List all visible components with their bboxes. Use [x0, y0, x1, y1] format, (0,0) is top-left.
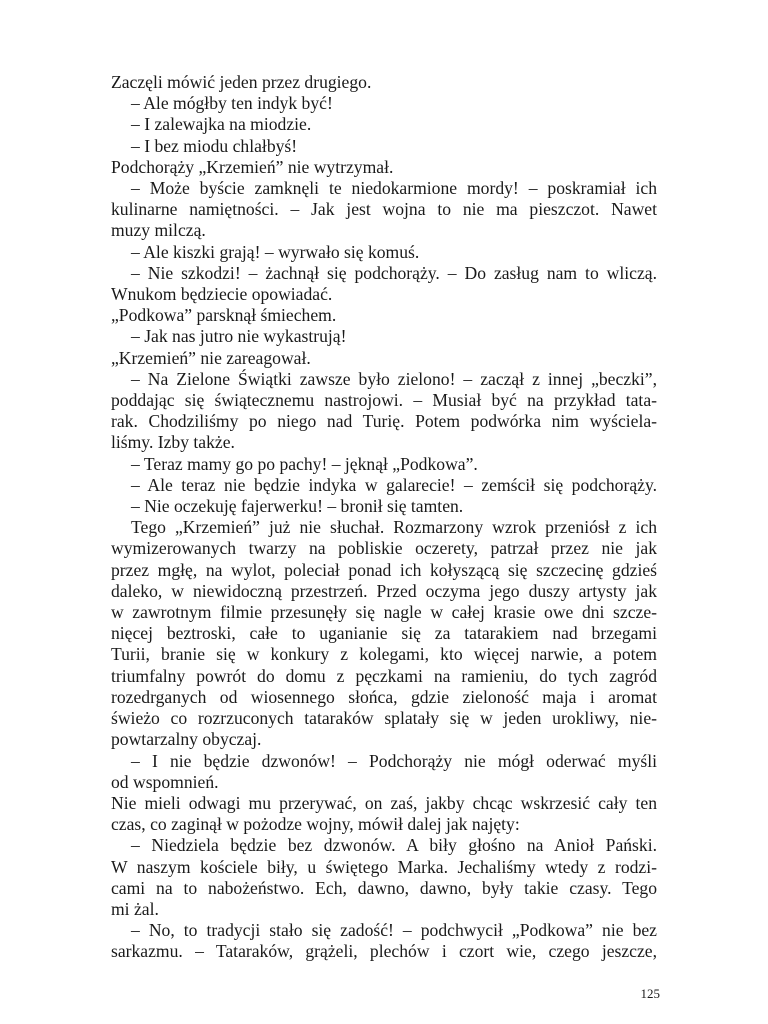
text-line: triumfalny powrót do domu z pęczkami na ramieniu, do tych zagród [111, 665, 657, 686]
text-line: sarkazmu. – Tataraków, grążeli, plechów i czort wie, czego jeszcze, [111, 941, 657, 962]
text-line: – I nie będzie dzwonów! – Podchorąży nie mógł oderwać myśli [131, 750, 657, 771]
text-line: Podchorąży „Krzemień” nie wytrzymał. [111, 156, 394, 177]
text-line: Zaczęli mówić jeden przez drugiego. [111, 72, 372, 92]
text-line: czas, co zaginął w pożodze wojny, mówił dalej jak najęty: [111, 814, 520, 835]
text-line: rak. Chodziliśmy po niego nad Turię. Potem podwórka nim wyściela- [111, 411, 657, 432]
text-line: nięcej beztroski, całe to uganianie się za tatarakiem nad brzegami [111, 623, 657, 644]
text-line: Wnukom będziecie opowiadać. [111, 284, 333, 305]
text-line: – Nie oczekuję fajerwerku! – bronił się tamten. [131, 496, 464, 517]
text-line: – Ale mógłby ten indyk być! [131, 93, 333, 114]
text-line: przez mgłę, na wylot, poleciał ponad ich kołyszącą się szczecinę gdzieś [111, 559, 657, 580]
text-line: – No, to tradycji stało się zadość! – podchwycił „Podkowa” nie bez [131, 920, 657, 941]
text-line: W naszym kościele biły, u świętego Marka. Jechaliśmy wtedy z rodzi- [111, 856, 657, 877]
text-line: – Ale teraz nie będzie indyka w galarecie! – zemścił się podchorąży. [131, 474, 657, 495]
text-line: muzy milczą. [111, 220, 206, 241]
text-line: Nie mieli odwagi mu przerywać, on zaś, jakby chcąc wskrzesić cały ten [111, 792, 657, 813]
text-line: świeżo co rozrzuconych tataraków splatały się w jeden urokliwy, nie- [111, 708, 657, 729]
text-line: – Na Zielone Świątki zawsze było zielono! – zaczął z innej „beczki”, [131, 368, 657, 389]
text-line: Turii, branie się w konkury z kolegami, kto więcej narwie, a potem [111, 644, 657, 665]
text-line: daleko, w niewidoczną przestrzeń. Przed oczyma jego duszy artysty jak [111, 580, 657, 601]
text-line: wymizerowanych twarzy na pobliskie oczerety, patrzał przez nie jak [111, 538, 657, 559]
page-number: 125 [640, 986, 660, 1001]
text-line: – Niedziela będzie bez dzwonów. A biły głośno na Anioł Pański. [131, 835, 657, 856]
text-line: – Nie szkodzi! – żachnął się podchorąży. – Do zasług nam to wliczą. [131, 262, 657, 283]
text-line: liśmy. Izby także. [111, 432, 235, 453]
text-line: rozedrganych od wiosennego słońca, gdzie zieloność maja i aromat [111, 686, 657, 707]
text-line: – Może byście zamknęli te niedokarmione mordy! – poskramiał ich [131, 178, 657, 199]
text-line: w zawrotnym filmie przesunęły się nagle w całej krasie owe dni szcze- [111, 602, 657, 623]
text-line: – I zalewajka na miodzie. [131, 114, 312, 135]
text-line: cami na to nabożeństwo. Ech, dawno, dawno, były takie czasy. Tego [111, 877, 657, 898]
text-line: „Krzemień” nie zareagował. [111, 347, 311, 368]
text-line: od wspomnień. [111, 771, 219, 792]
text-line: – Jak nas jutro nie wykastrują! [131, 326, 347, 347]
text-line: „Podkowa” parsknął śmiechem. [111, 305, 337, 326]
text-line: – Ale kiszki grają! – wyrwało się komuś. [131, 241, 420, 262]
text-line: powtarzalny obyczaj. [111, 729, 262, 750]
page-text-body [111, 72, 657, 963]
text-line: poddając się świątecznemu nastrojowi. – Musiał być na przykład tata- [111, 390, 657, 411]
text-line: kulinarne namiętności. – Jak jest wojna to nie ma pieszczot. Nawet [111, 199, 657, 220]
text-line: Tego „Krzemień” już nie słuchał. Rozmarzony wzrok przeniósł z ich [131, 517, 657, 538]
text-line: mi żal. [111, 898, 159, 919]
text-line: – Teraz mamy go po pachy! – jęknął „Podkowa”. [131, 453, 478, 474]
text-line: – I bez miodu chlałbyś! [131, 135, 298, 156]
